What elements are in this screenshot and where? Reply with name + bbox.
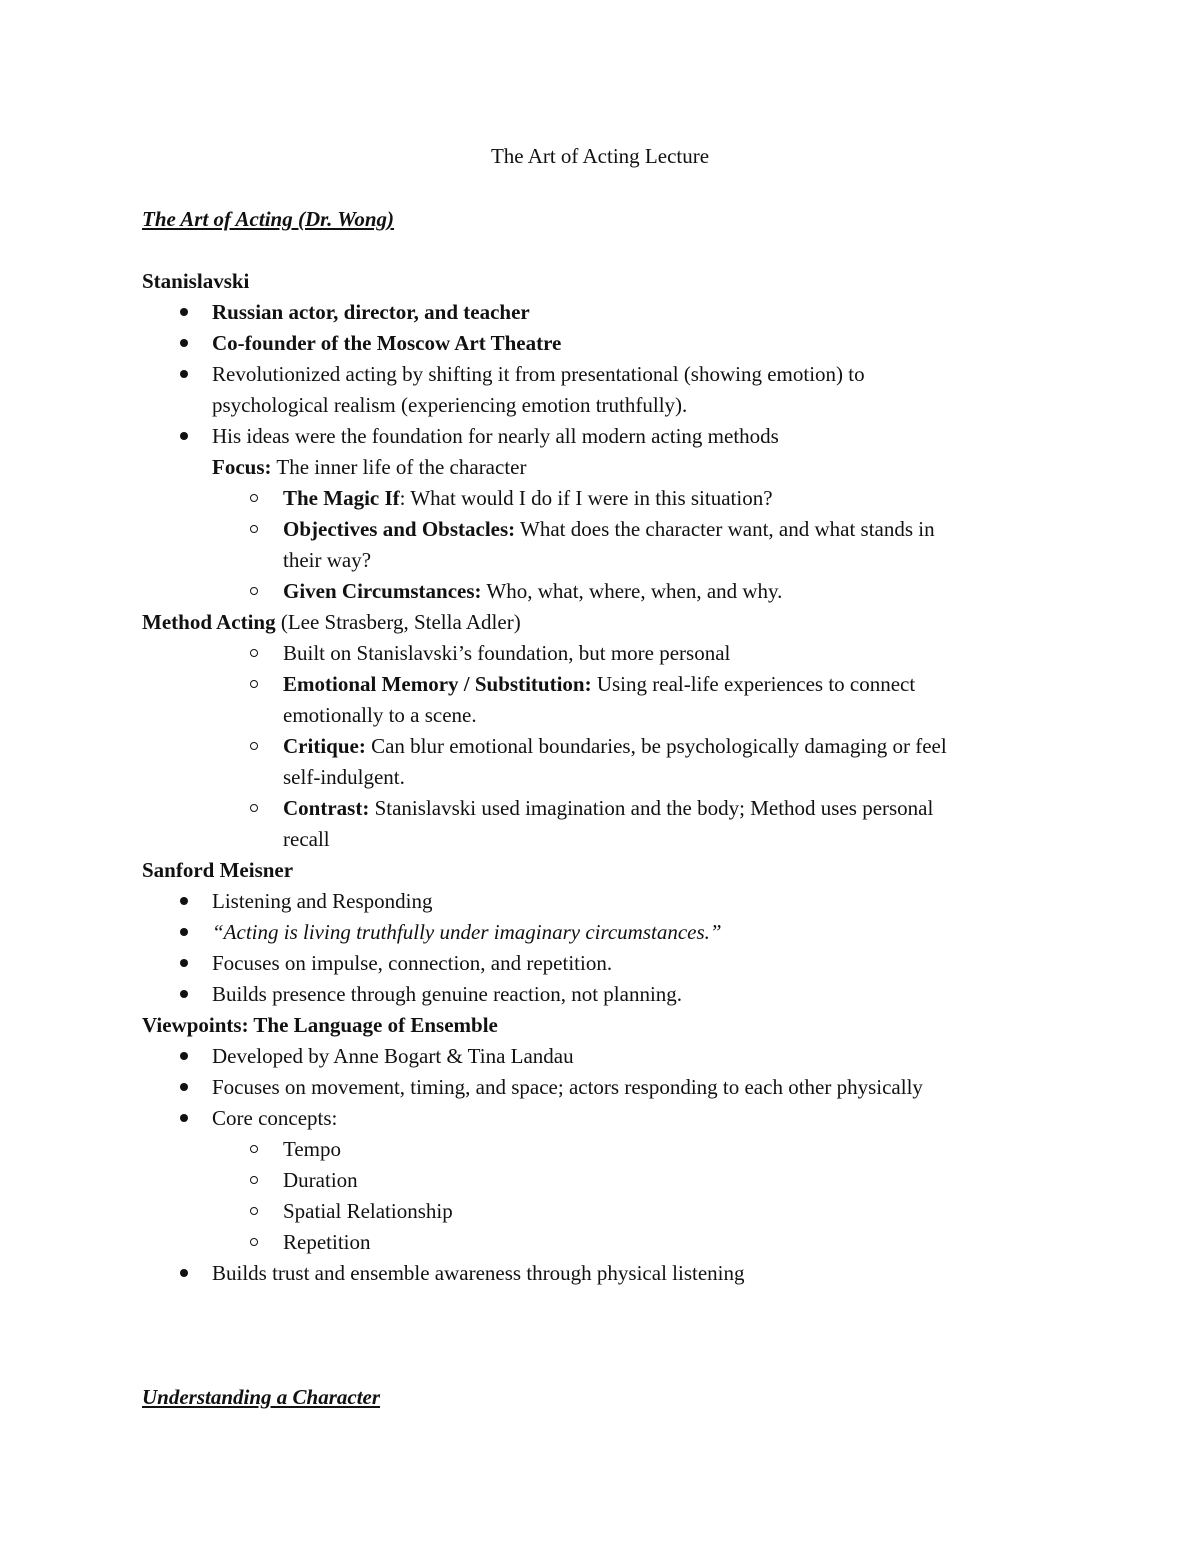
method-item-3-cont: self-indulgent. [283, 765, 405, 789]
meisner-bullet-1: Listening and Responding [212, 889, 433, 913]
bullet-icon [180, 1114, 188, 1122]
objectives-text: What does the character want, and what stands in [515, 517, 935, 541]
method-acting-names: (Lee Strasberg, Stella Adler) [275, 610, 521, 634]
viewpoints-bullet-3: Core concepts: [212, 1106, 338, 1130]
stanislavski-bullet-2: Co-founder of the Moscow Art Theatre [212, 331, 562, 355]
meisner-bullet-3: Focuses on impulse, connection, and repetition. [212, 951, 613, 975]
document-title: The Art of Acting Lecture [490, 144, 710, 168]
contrast-text: Stanislavski used imagination and the body; Method uses personal [369, 796, 934, 820]
given-circumstances-label: Given Circumstances: [283, 579, 482, 603]
emotional-memory-text: Using real-life experiences to connect [591, 672, 916, 696]
circle-bullet-icon [250, 1238, 258, 1246]
meisner-quote: “Acting is living truthfully under imaginary circumstances.” [212, 920, 722, 944]
stanislavski-bullet-3: Revolutionized acting by shifting it from presentational (showing emotion) to [212, 362, 865, 386]
circle-bullet-icon [250, 1207, 258, 1215]
stanislavski-bullet-3-cont: psychological realism (experiencing emotion truthfully). [212, 393, 688, 417]
circle-bullet-icon [250, 525, 258, 533]
method-item-2-cont: emotionally to a scene. [283, 703, 477, 727]
bullet-icon [180, 990, 188, 998]
circle-bullet-icon [250, 742, 258, 750]
bullet-icon [180, 928, 188, 936]
circle-bullet-icon [250, 1145, 258, 1153]
focus-label: Focus: [212, 455, 272, 479]
objectives-label: Objectives and Obstacles: [283, 517, 516, 541]
focus-text: The inner life of the character [271, 455, 527, 479]
concept-duration: Duration [283, 1168, 358, 1192]
bullet-icon [180, 1052, 188, 1060]
given-circumstances-item [283, 576, 782, 607]
circle-bullet-icon [250, 649, 258, 657]
magic-if-label: The Magic If [283, 486, 400, 510]
viewpoints-heading: Viewpoints: The Language of Ensemble [142, 1013, 498, 1037]
circle-bullet-icon [250, 680, 258, 688]
objectives-item [283, 514, 935, 545]
method-acting-heading [142, 607, 521, 638]
focus-line [212, 452, 526, 483]
bullet-icon [180, 1269, 188, 1277]
section-heading: The Art of Acting (Dr. Wong) [142, 207, 395, 231]
bullet-icon [180, 959, 188, 967]
viewpoints-bullet-4: Builds trust and ensemble awareness through physical listening [212, 1261, 745, 1285]
magic-if-text: : What would I do if I were in this situation? [399, 486, 773, 510]
concept-repetition: Repetition [283, 1230, 371, 1254]
meisner-bullet-4: Builds presence through genuine reaction, not planning. [212, 982, 683, 1006]
emotional-memory-label: Emotional Memory / Substitution: [283, 672, 592, 696]
objectives-item-cont: their way? [283, 548, 372, 572]
circle-bullet-icon [250, 804, 258, 812]
circle-bullet-icon [250, 1176, 258, 1184]
method-item-4-cont: recall [283, 827, 330, 851]
critique-text: Can blur emotional boundaries, be psychologically damaging or feel [365, 734, 947, 758]
meisner-heading: Sanford Meisner [142, 858, 294, 882]
understanding-character-heading: Understanding a Character [142, 1385, 381, 1409]
given-circumstances-text: Who, what, where, when, and why. [481, 579, 783, 603]
stanislavski-bullet-1: Russian actor, director, and teacher [212, 300, 530, 324]
viewpoints-bullet-1: Developed by Anne Bogart & Tina Landau [212, 1044, 574, 1068]
bullet-icon [180, 1083, 188, 1091]
circle-bullet-icon [250, 494, 258, 502]
concept-spatial-relationship: Spatial Relationship [283, 1199, 453, 1223]
method-item-3 [283, 731, 947, 762]
bullet-icon [180, 339, 188, 347]
bullet-icon [180, 432, 188, 440]
viewpoints-bullet-2: Focuses on movement, timing, and space; actors responding to each other physically [212, 1075, 923, 1099]
concept-tempo: Tempo [283, 1137, 342, 1161]
bullet-icon [180, 308, 188, 316]
method-item-1: Built on Stanislavski’s foundation, but more personal [283, 641, 731, 665]
stanislavski-bullet-4: His ideas were the foundation for nearly all modern acting methods [212, 424, 779, 448]
stanislavski-heading: Stanislavski [142, 269, 250, 293]
method-acting-label: Method Acting [142, 610, 276, 634]
magic-if-item [283, 483, 773, 514]
method-item-4 [283, 793, 933, 824]
bullet-icon [180, 897, 188, 905]
contrast-label: Contrast: [283, 796, 370, 820]
circle-bullet-icon [250, 587, 258, 595]
bullet-icon [180, 370, 188, 378]
method-item-2 [283, 669, 915, 700]
critique-label: Critique: [283, 734, 366, 758]
